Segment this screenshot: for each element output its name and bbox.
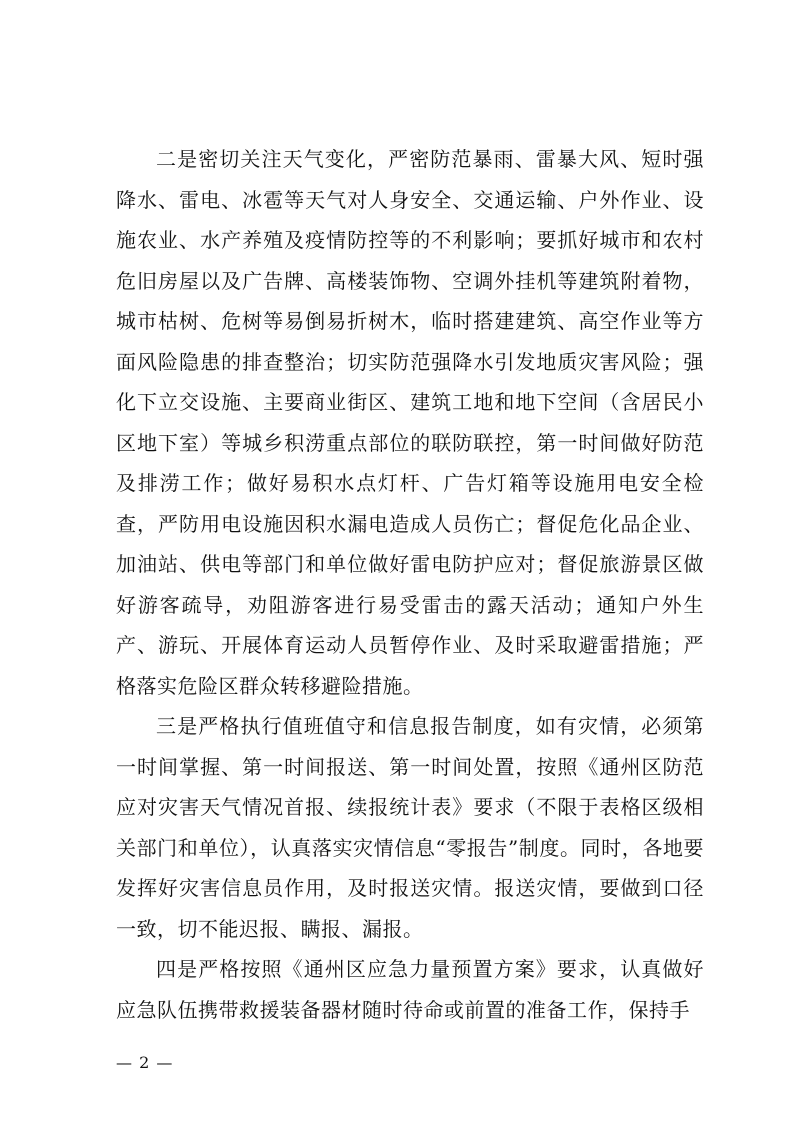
- page-number: — 2 —: [116, 1053, 174, 1072]
- paragraph-emergency-forces: 四是严格按照《通州区应急力量预置方案》要求，认真做好应急队伍携带救援装备器材随时待命或前置的准备工作，保持手: [116, 957, 704, 1022]
- paragraph-weather-precautions: 二是密切关注天气变化，严密防范暴雨、雷暴大风、短时强降水、雷电、冰雹等天气对人身安全、交通运输、户外作业、设施农业、水产养殖及疫情防控等的不利影响；要抓好城市和农村危旧房屋以及广告牌、高楼装饰物、空调外挂机等建筑附着物，城市枯树、危树等易倒易折树木，临时搭建建筑、高空作业等方面风险隐患的排查整治；切实防范强降水引发地质灾害风险；强化下立交设施、主要商业街区、建筑工地和地下空间（含居民小区地下室）等城乡积涝重点部位的联防联控，第一时间做好防范及排涝工作；做好易积水点灯杆、广告灯箱等设施用电安全检查，严防用电设施因积水漏电造成人员伤亡；督促危化品企业、加油站、供电等部门和单位做好雷电防护应对；督促旅游景区做好游客疏导，劝阻游客进行易受雷击的露天活动；通知户外生产、游玩、开展体育运动人员暂停作业、及时采取避雷措施；严格落实危险区群众转移避险措施。: [116, 147, 704, 698]
- paragraph-duty-reporting: 三是严格执行值班值守和信息报告制度，如有灾情，必须第一时间掌握、第一时间报送、第一时间处置，按照《通州区防范应对灾害天气情况首报、续报统计表》要求（不限于表格区级相关部门和单位），认真落实灾情信息“零报告”制度。同时，各地要发挥好灾害信息员作用，及时报送灾情。报送灾情，要做到口径一致，切不能迟报、瞒报、漏报。: [116, 714, 704, 941]
- document-body: [116, 139, 704, 1030]
